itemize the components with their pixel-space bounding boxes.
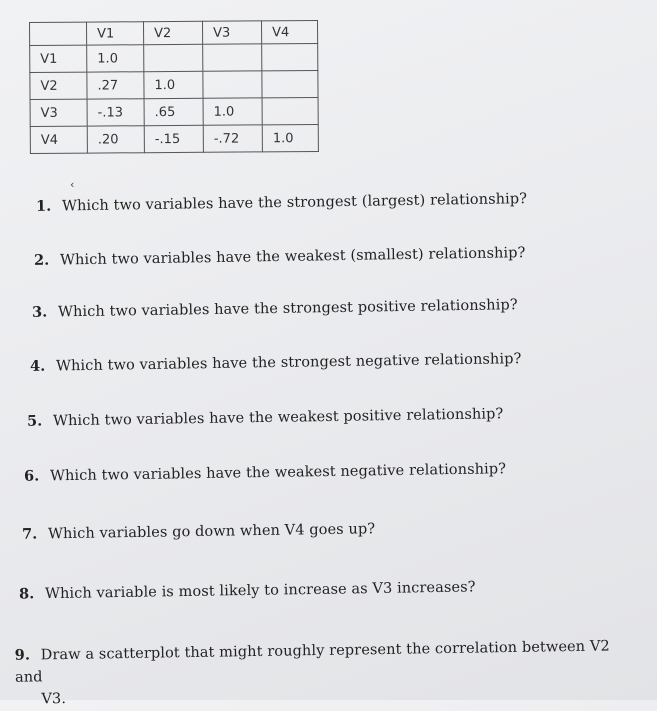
table-cell: V3 — [30, 99, 87, 126]
table-cell: -.13 — [87, 99, 144, 126]
question-number: 1. — [35, 197, 52, 215]
table-row — [30, 97, 318, 126]
table-row — [30, 124, 318, 153]
correlation-table — [29, 20, 319, 154]
question-number: 6. — [23, 467, 40, 485]
question-text: Which variables go down when V4 goes up? — [47, 521, 376, 543]
table-row — [30, 43, 318, 72]
question-number: 8. — [18, 585, 35, 603]
question-number: 2. — [33, 251, 50, 269]
table-cell: 1.0 — [87, 45, 144, 72]
table-cell: .65 — [144, 98, 203, 125]
question-9 — [15, 635, 626, 711]
table-cell: 1.0 — [203, 98, 262, 125]
question-3 — [32, 296, 518, 321]
question-number: 9. — [14, 646, 31, 664]
table-header-cell: V1 — [87, 22, 144, 45]
question-6 — [24, 460, 506, 485]
stray-pen-mark: ‹ — [70, 178, 75, 191]
question-text: Which two variables have the strongest positive relationship? — [57, 297, 518, 321]
table-cell: .27 — [87, 72, 144, 99]
question-8 — [19, 578, 476, 602]
table-cell: V2 — [30, 72, 87, 99]
question-number: 5. — [26, 412, 43, 430]
question-text: Which two variables have the weakest negative relationship? — [49, 461, 507, 485]
table-cell — [262, 43, 318, 70]
table-cell: 1.0 — [262, 124, 318, 151]
table-cell: V4 — [30, 126, 87, 153]
table-cell — [144, 44, 203, 71]
question-7 — [22, 520, 375, 543]
table-cell — [262, 97, 318, 124]
question-text: Which two variables have the weakest positive relationship? — [52, 406, 504, 430]
question-text-continued: V3. — [41, 690, 67, 708]
question-text: Draw a scatterplot that might roughly represent the correlation between V2 and — [14, 638, 610, 686]
table-header-row — [30, 20, 318, 45]
table-header-cell: V2 — [144, 21, 203, 44]
question-text: Which two variables have the strongest negative relationship? — [55, 351, 522, 375]
table-cell: .20 — [87, 126, 144, 153]
question-text: Which variable is most likely to increase as V3 increases? — [44, 579, 476, 603]
table-header-cell — [30, 22, 87, 45]
question-number: 3. — [31, 303, 48, 321]
question-2 — [34, 244, 526, 269]
table-cell — [262, 70, 318, 97]
table-cell — [203, 71, 262, 98]
question-text: Which two variables have the strongest (largest) relationship? — [61, 191, 528, 215]
table-cell: -.15 — [144, 125, 203, 152]
table-cell: V1 — [30, 45, 87, 72]
question-4 — [30, 350, 522, 375]
question-number: 7. — [21, 525, 38, 543]
table-cell — [203, 44, 262, 71]
question-number: 4. — [29, 357, 46, 375]
question-5 — [27, 405, 504, 429]
table-cell: -.72 — [203, 125, 262, 152]
table-header-cell: V4 — [261, 20, 317, 43]
question-text: Which two variables have the weakest (smallest) relationship? — [59, 245, 526, 269]
table-row — [30, 70, 318, 99]
table-cell: 1.0 — [144, 71, 203, 98]
question-1 — [36, 190, 527, 215]
table-header-cell: V3 — [202, 21, 261, 44]
